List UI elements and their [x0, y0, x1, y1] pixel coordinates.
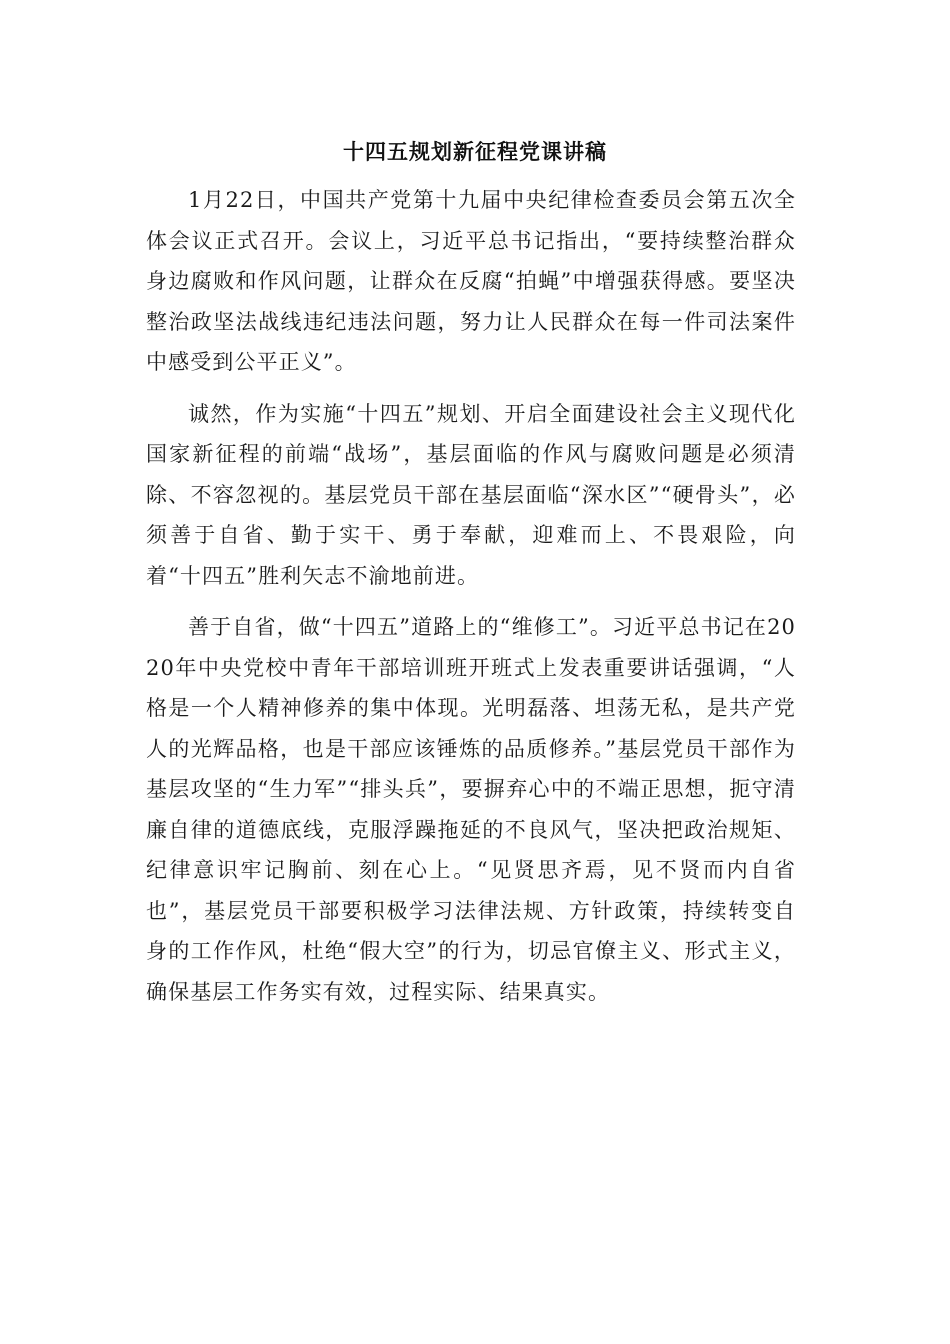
paragraph-1: 1月22日，中国共产党第十九届中央纪律检查委员会第五次全体会议正式召开。会议上，习近平总书记指出，“要持续整治群众身边腐败和作风问题，让群众在反腐“拍蝇”中增强获得感。要坚决整治政坚法战线违纪违法问题，努力让人民群众在每一件司法案件中感受到公平正义”。 [146, 188, 796, 374]
paragraph-3: 善于自省，做“十四五”道路上的“维修工”。习近平总书记在2020年中央党校中青年干部培训班开班式上发表重要讲话强调，“人格是一个人精神修养的集中体现。光明磊落、坦荡无私，是共产党人的光辉品格，也是干部应该锤炼的品质修养。”基层党员干部作为基层攻坚的“生力军”“排头兵”，要摒弃心中的不端正思想，扼守清廉自律的道德底线，克服浮躁拖延的不良风气，坚决把政治规矩、纪律意识牢记胸前、刻在心上。“见贤思齐焉，见不贤而内自省也”，基层党员干部要积极学习法律法规、方针政策，持续转变自身的工作作风，杜绝“假大空”的行为，切忌官僚主义、形式主义，确保基层工作务实有效，过程实际、结果真实。 [146, 615, 796, 1004]
paragraph-2: 诚然，作为实施“十四五”规划、开启全面建设社会主义现代化国家新征程的前端“战场”，基层面临的作风与腐败问题是必须清除、不容忽视的。基层党员干部在基层面临“深水区”“硬骨头”，必须善于自省、勤于实干、勇于奉献，迎难而上、不畏艰险，向着“十四五”胜利矢志不渝地前进。 [146, 401, 796, 588]
document-title: 十四五规划新征程党课讲稿 [343, 140, 607, 164]
document-body [146, 180, 796, 1023]
